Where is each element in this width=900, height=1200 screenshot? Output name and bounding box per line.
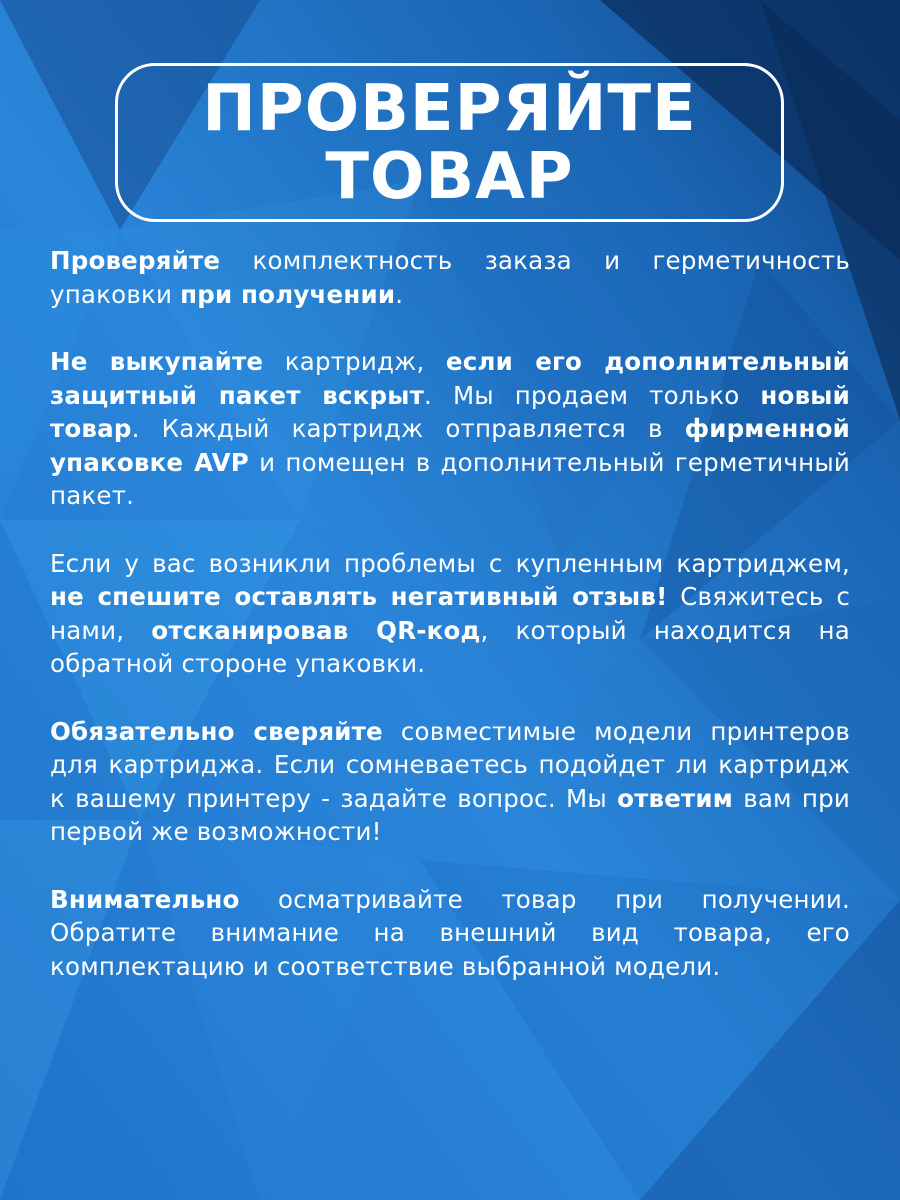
title-line-2: ТОВАР [325, 139, 574, 214]
problems-paragraph [50, 547, 850, 681]
text: . Каждый картридж отправляется в [131, 414, 685, 443]
check-package-paragraph [50, 244, 850, 311]
bold-text: новый товар [50, 380, 850, 443]
bold-text: Не выкупайте [50, 347, 264, 376]
text: совместимые модели принтеров для картриджа. Если сомневаетесь подойдет ли картридж к вашему принтеру - задайте вопрос. Мы [50, 716, 851, 813]
bold-text: Обязательно сверяйте [50, 716, 383, 746]
title-box [115, 63, 784, 222]
bold-text: отсканировав QR-код [151, 615, 481, 645]
content [50, 244, 850, 1017]
text: осматривайте товар при получении. Обратите внимание на внешний вид товара, его комплектацию и соответствие выбранной модели. [50, 884, 850, 981]
text: Свяжитесь с нами, [50, 582, 851, 645]
bold-text: Внимательно [50, 884, 240, 914]
text: комплектность заказа и герметичность упаковки [50, 246, 850, 309]
text: вам при первой же возможности! [50, 783, 851, 846]
bold-text: не спешите оставлять негативный отзыв! [50, 582, 668, 611]
bold-text: ответим [617, 783, 734, 813]
text: картридж, [263, 347, 446, 376]
title-line-1: ПРОВЕРЯЙТЕ [202, 71, 697, 146]
text: , который находится на обратной стороне упаковки. [50, 615, 850, 678]
do-not-buy-paragraph [50, 345, 850, 513]
compatibility-paragraph [50, 715, 850, 849]
text: и помещен в дополнительный герметичный пакет. [50, 447, 850, 510]
bold-text: фирменной упаковке AVP [50, 414, 850, 477]
bold-text: при получении [180, 279, 396, 309]
text: . Мы продаем только [424, 380, 761, 410]
bold-text: Проверяйте [50, 246, 221, 275]
text: . [395, 279, 404, 309]
text: Если у вас возникли проблемы с купленным картриджем, [50, 548, 850, 578]
inspect-paragraph [50, 883, 850, 984]
bold-text: если его дополнительный защитный пакет вскрыт [50, 347, 850, 410]
